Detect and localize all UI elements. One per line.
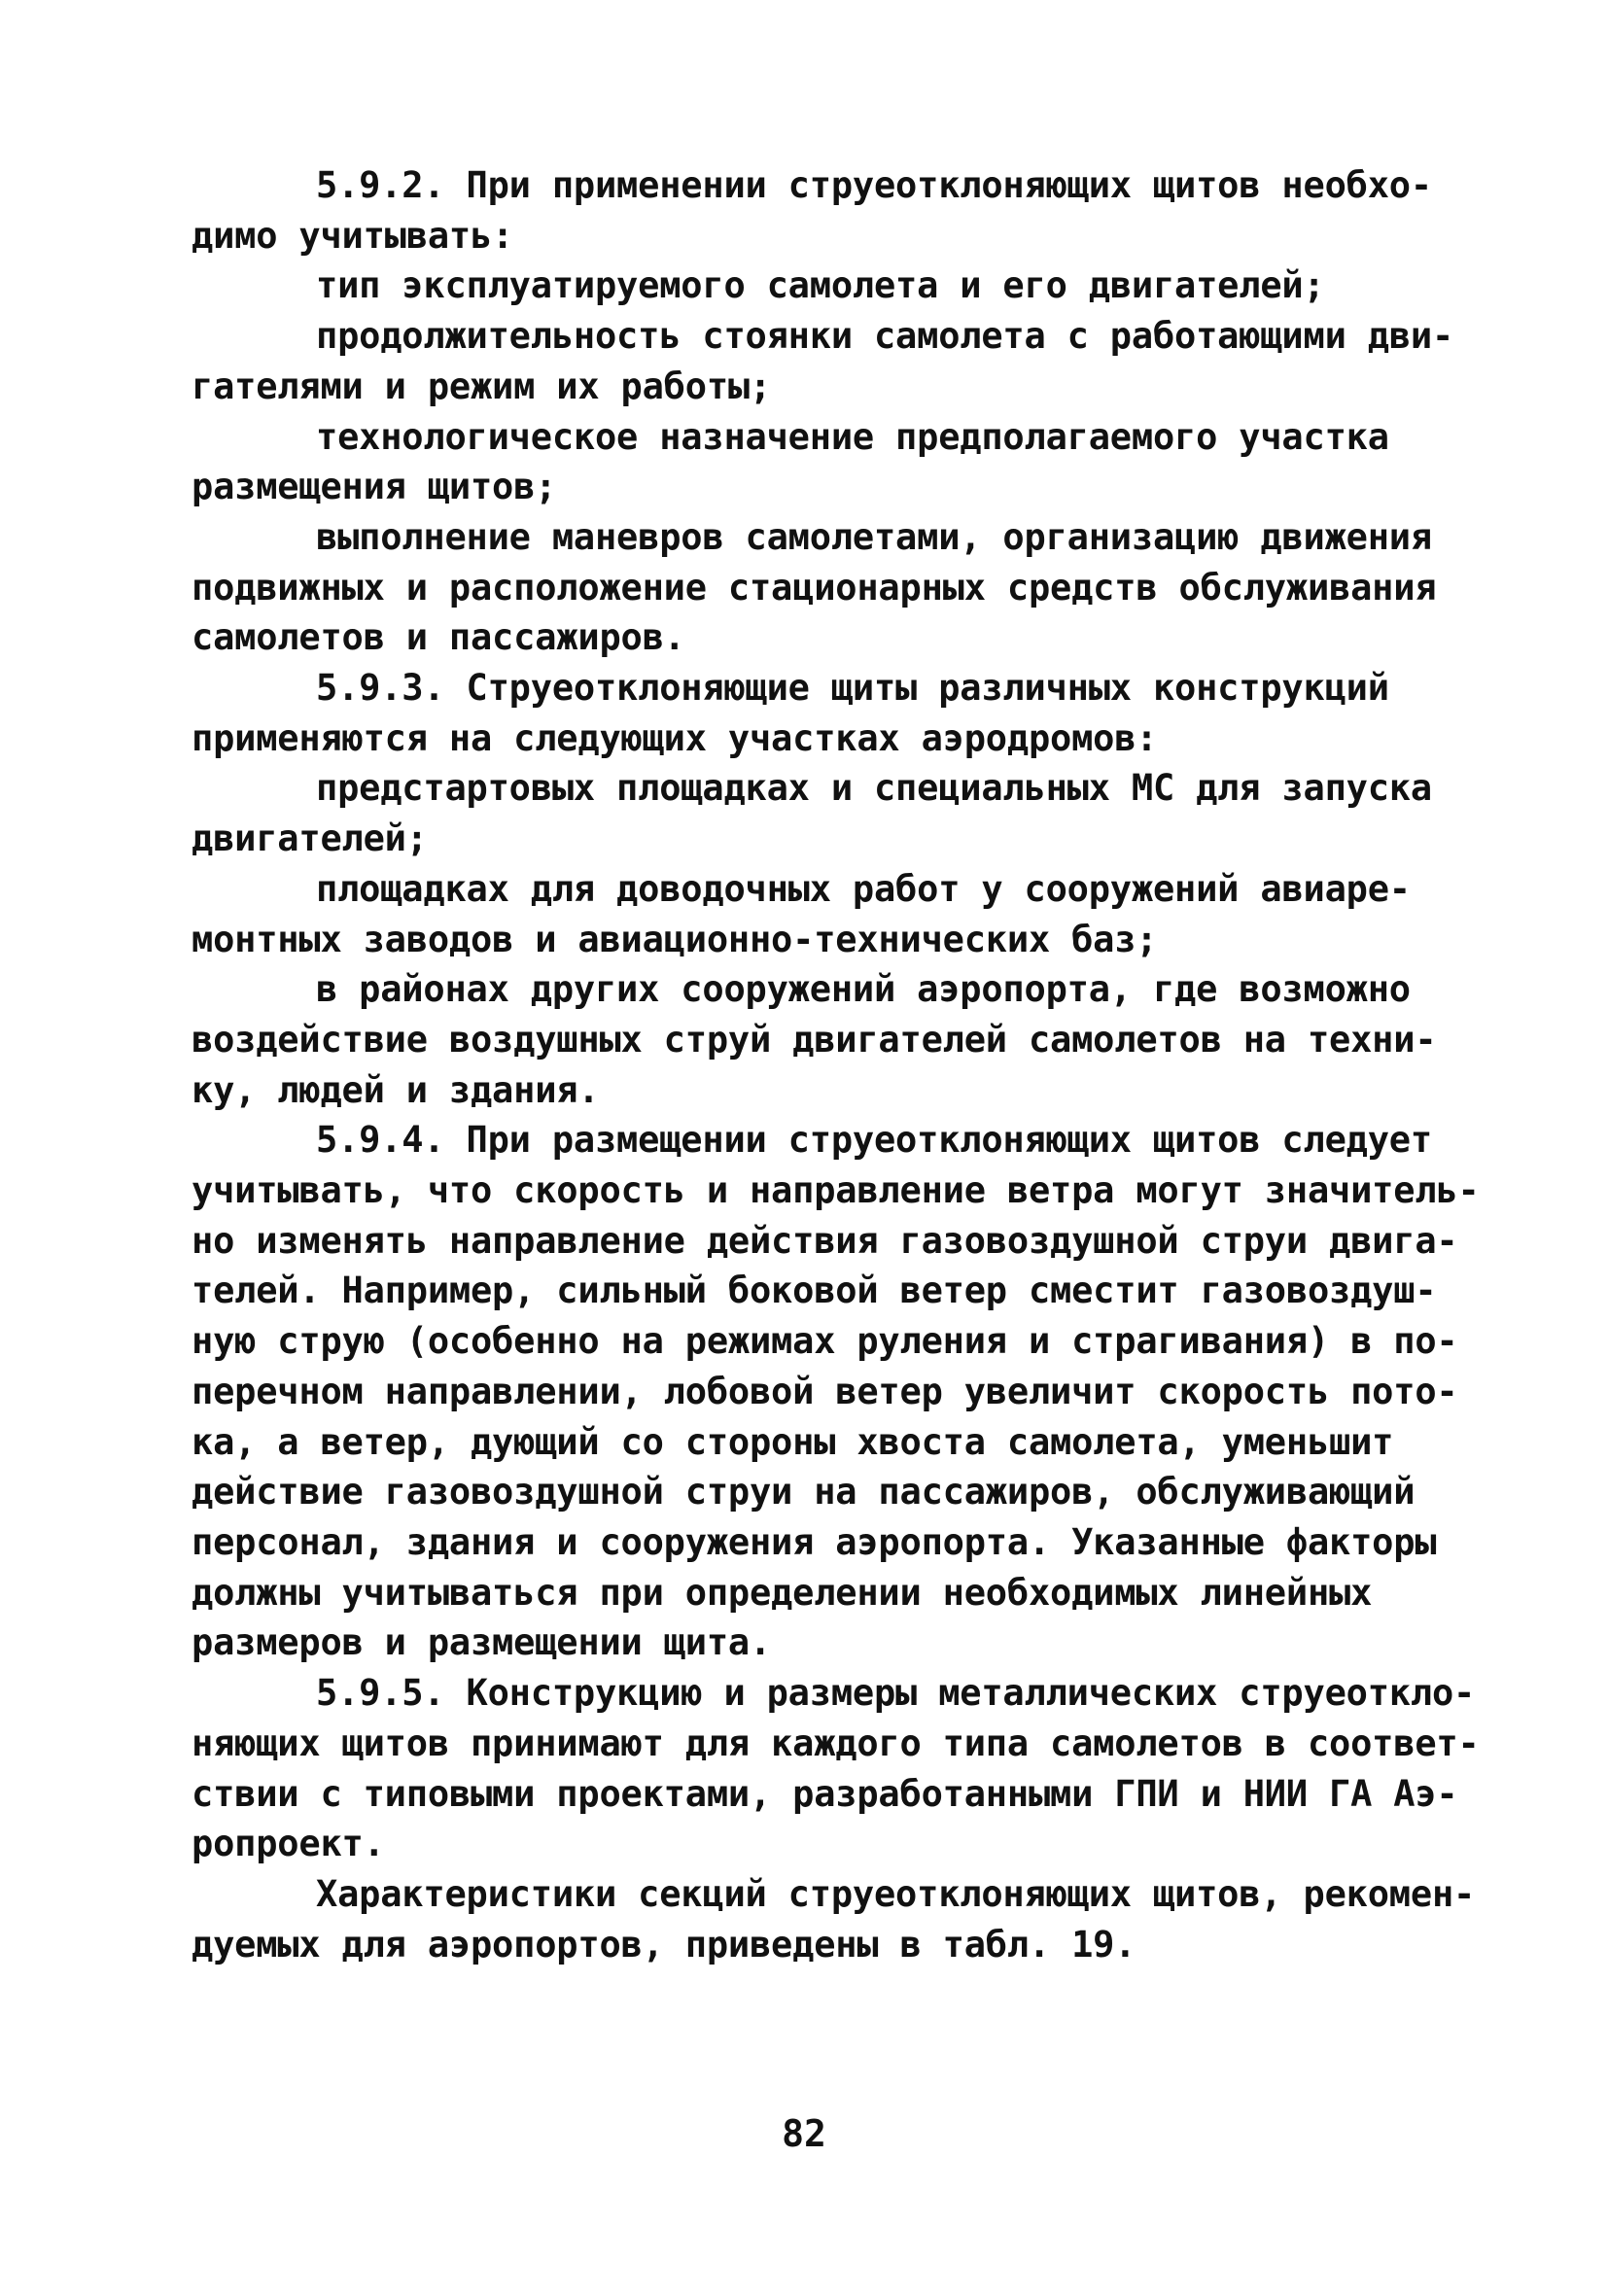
text-line: действие газовоздушной струи на пассажиров, обслуживающий bbox=[192, 1471, 1416, 1513]
text-line: телей. Например, сильный боковой ветер сместит газовоздуш- bbox=[192, 1270, 1437, 1312]
text-line: перечном направлении, лобовой ветер увеличит скорость пото- bbox=[192, 1370, 1458, 1412]
text-line: размеров и размещении щита. bbox=[192, 1621, 772, 1664]
text-line: монтных заводов и авиационно-технических баз; bbox=[192, 918, 1158, 960]
text-line: ную струю (особенно на режимах руления и страгивания) в по- bbox=[192, 1320, 1458, 1363]
text-line: 5.9.4. При размещении струеотклоняющих щитов следует bbox=[316, 1119, 1432, 1162]
text-line: ка, а ветер, дующий со стороны хвоста самолета, уменьшит bbox=[192, 1420, 1394, 1463]
text-line: применяются на следующих участках аэродромов: bbox=[192, 716, 1158, 759]
text-line: учитывать, что скорость и направление ветра могут значитель- bbox=[192, 1169, 1480, 1212]
text-line: воздействие воздушных струй двигателей самолетов на техни- bbox=[192, 1018, 1437, 1061]
page-number: 82 bbox=[782, 2112, 826, 2155]
text-line: но изменять направление действия газовоздушной струи двига- bbox=[192, 1219, 1458, 1262]
text-line: тип эксплуатируемого самолета и его двигателей; bbox=[316, 264, 1325, 307]
text-line: должны учитываться при определении необходимых линейных bbox=[192, 1571, 1373, 1614]
text-line: предстартовых площадках и специальных МС для запуска bbox=[316, 767, 1432, 810]
text-line: ствии с типовыми проектами, разработанными ГПИ и НИИ ГА Аэ- bbox=[192, 1772, 1458, 1815]
text-line: 5.9.5. Конструкцию и размеры металлических струеоткло- bbox=[316, 1672, 1476, 1715]
text-line: самолетов и пассажиров. bbox=[192, 616, 685, 659]
text-line: 5.9.3. Струеотклоняющие щиты различных конструкций bbox=[316, 667, 1389, 710]
text-line: димо учитывать: bbox=[192, 214, 514, 257]
text-line: в районах других сооружений аэропорта, где возможно bbox=[316, 968, 1411, 1011]
text-line: подвижных и расположение стационарных средств обслуживания bbox=[192, 566, 1437, 609]
text-line: Характеристики секций струеотклоняющих щитов, рекомен- bbox=[316, 1872, 1476, 1915]
text-line: персонал, здания и сооружения аэропорта. Указанные факторы bbox=[192, 1520, 1437, 1563]
document-body bbox=[192, 160, 1480, 1969]
text-line: технологическое назначение предполагаемого участка bbox=[316, 415, 1389, 458]
text-line: выполнение маневров самолетами, организацию движения bbox=[316, 515, 1432, 558]
text-line: площадках для доводочных работ у сооружений авиаре- bbox=[316, 867, 1411, 910]
text-line: двигателей; bbox=[192, 818, 428, 860]
text-line: гателями и режим их работы; bbox=[192, 365, 772, 407]
text-line: ропроект. bbox=[192, 1823, 385, 1865]
text-line: дуемых для аэропортов, приведены в табл. 19. bbox=[192, 1923, 1136, 1966]
text-line: продолжительность стоянки самолета с работающими дви- bbox=[316, 315, 1454, 358]
text-line: ку, людей и здания. bbox=[192, 1068, 600, 1111]
text-line: няющих щитов принимают для каждого типа самолетов в соответ- bbox=[192, 1722, 1480, 1764]
text-line: размещения щитов; bbox=[192, 466, 557, 508]
text-line: 5.9.2. При применении струеотклоняющих щитов необхо- bbox=[316, 164, 1432, 206]
